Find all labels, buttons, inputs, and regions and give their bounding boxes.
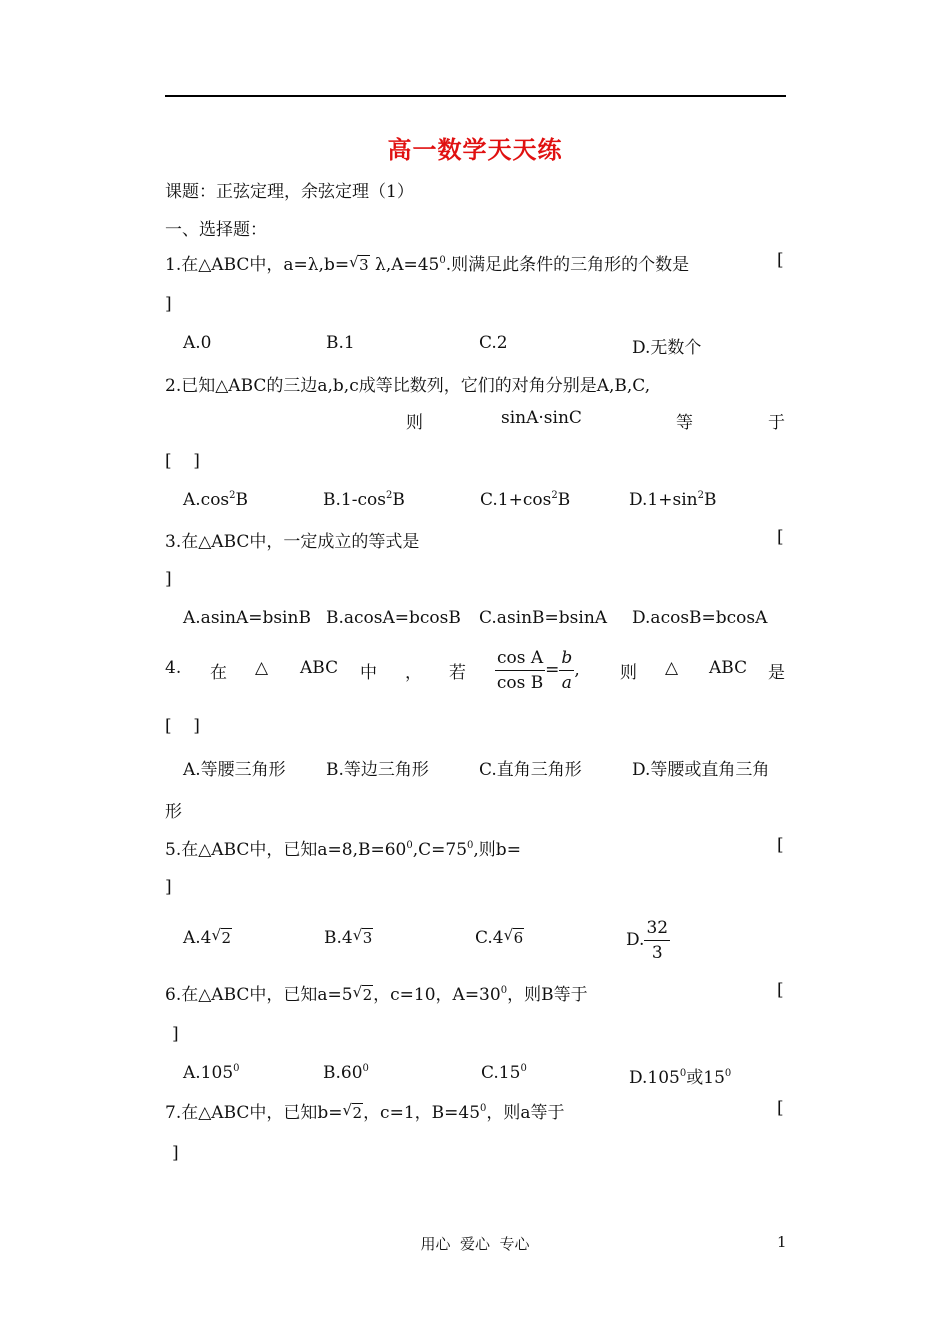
q4-word-5: 中 bbox=[360, 663, 377, 683]
q3-option-c: C.asinB=bsinA bbox=[479, 608, 608, 628]
header-rule bbox=[165, 95, 786, 97]
q4-word-11: 是 bbox=[768, 663, 785, 683]
question-3-stem: 3.在△ABC中，一定成立的等式是 bbox=[165, 532, 420, 552]
q4-word-7: 若 bbox=[449, 663, 466, 683]
q4-word-8: 则 bbox=[620, 663, 637, 683]
question-7-stem: 7.在△ABC中，已知b= √ 2，c=1，$B=45^0$，则a等于 bbox=[165, 1101, 565, 1123]
q4-word-9: △ bbox=[665, 658, 679, 678]
q2-word-2: sinA·sinC bbox=[501, 408, 582, 428]
sqrt-2-icon: √ 2 bbox=[211, 926, 232, 947]
question-3-bracket-open: [ bbox=[777, 527, 784, 547]
section-heading: 一、选择题： bbox=[165, 220, 267, 240]
topic-line: 课题：正弦定理，余弦定理（1） bbox=[165, 182, 414, 202]
q4-word-1: 4. bbox=[165, 658, 182, 678]
q3-option-b: B.acosA=bcosB bbox=[326, 608, 461, 628]
q2-word-3: 等 bbox=[676, 413, 693, 433]
q6-option-c: $C.15^0$ bbox=[481, 1063, 527, 1083]
q4-word-3: △ bbox=[255, 658, 269, 678]
q4-formula: $\frac{\text{cos A}}{\text{cos B}}$ = $\frac{b}{a}$ , bbox=[496, 648, 580, 693]
q1-option-b: B.1 bbox=[326, 333, 355, 353]
q1-option-a: A.0 bbox=[183, 333, 212, 353]
q4-option-d: D.等腰或直角三角 bbox=[632, 760, 770, 780]
question-1-stem: 1.在△ABC中，a=λ,b= √ 3 $\lambda,A=45^0$.则满足此条件的三角形的个数是 bbox=[165, 253, 690, 275]
question-1-bracket-open: [ bbox=[777, 250, 784, 270]
question-2-bracket: [ ] bbox=[165, 451, 200, 471]
sqrt-6-icon: √ 6 bbox=[503, 926, 524, 947]
q4-option-c: C.直角三角形 bbox=[479, 760, 582, 780]
q2-option-d: $D.1+\sin^2B$ bbox=[629, 490, 717, 510]
question-6-bracket-close: ] bbox=[172, 1024, 179, 1044]
q1-option-c: C.2 bbox=[479, 333, 508, 353]
q2-word-4: 于 bbox=[768, 413, 785, 433]
q5-option-b: B.4 √ 3 bbox=[324, 926, 373, 948]
page-number: 1 bbox=[777, 1233, 787, 1251]
q3-option-d: D.acosB=bcosA bbox=[632, 608, 768, 628]
q5-option-d: D. $\frac{32}{3}$ bbox=[626, 918, 669, 963]
q4-word-10: ABC bbox=[709, 658, 748, 678]
q6-option-d: D.105$^0$或$15^0$ bbox=[629, 1068, 732, 1088]
q4-option-b: B.等边三角形 bbox=[326, 760, 429, 780]
sqrt-2-icon: √ 2 bbox=[342, 1101, 363, 1122]
q1-option-d: D.无数个 bbox=[632, 338, 702, 358]
question-6-stem: 6.在△ABC中，已知a=5 √ 2，c=10，$A=30^0$，则B等于 bbox=[165, 983, 588, 1005]
q4-option-a: A.等腰三角形 bbox=[183, 760, 286, 780]
question-2-stem: 2.已知△ABC的三边a,b,c成等比数列，它们的对角分别是A,B,C, bbox=[165, 376, 651, 396]
footer-motto: 用心 爱心 专心 bbox=[420, 1235, 530, 1253]
page-title: 高一数学天天练 bbox=[387, 135, 563, 164]
q4-word-2: 在 bbox=[210, 663, 227, 683]
q4-word-4: ABC bbox=[300, 658, 339, 678]
question-7-bracket-open: [ bbox=[777, 1098, 784, 1118]
q5-option-a: A.4 √ 2 bbox=[183, 926, 232, 948]
q3-option-a: A.asinA=bsinB bbox=[183, 608, 311, 628]
sqrt-3-icon: √ 3 bbox=[352, 926, 373, 947]
question-1-bracket-close: ] bbox=[165, 294, 172, 314]
sqrt-3-icon: √ 3 bbox=[349, 253, 369, 274]
question-5-bracket-open: [ bbox=[777, 835, 784, 855]
q2-option-b: $B.1-\cos^2B$ bbox=[323, 490, 405, 510]
sqrt-2-icon: √ 2 bbox=[352, 983, 373, 1004]
q4-word-6: ， bbox=[405, 663, 422, 683]
question-5-bracket-close: ] bbox=[165, 877, 172, 897]
q5-option-c: C.4 √ 6 bbox=[475, 926, 524, 948]
q6-option-b: $B.60^0$ bbox=[323, 1063, 369, 1083]
q6-option-a: A.105$^0$ bbox=[183, 1063, 240, 1083]
q2-option-a: $A.\cos^2B$ bbox=[183, 490, 249, 510]
question-5-stem: 5.在△ABC中，已知$a=8,B=60^0,C=75^0$,则b= bbox=[165, 840, 521, 860]
question-6-bracket-open: [ bbox=[777, 980, 784, 1000]
q2-option-c: $C.1+\cos^2B$ bbox=[480, 490, 571, 510]
q4-option-d-wrap: 形 bbox=[165, 802, 182, 822]
q2-word-1: 则 bbox=[406, 413, 423, 433]
question-7-bracket-close: ] bbox=[172, 1143, 179, 1163]
question-3-bracket-close: ] bbox=[165, 569, 172, 589]
question-4-bracket: [ ] bbox=[165, 716, 200, 736]
